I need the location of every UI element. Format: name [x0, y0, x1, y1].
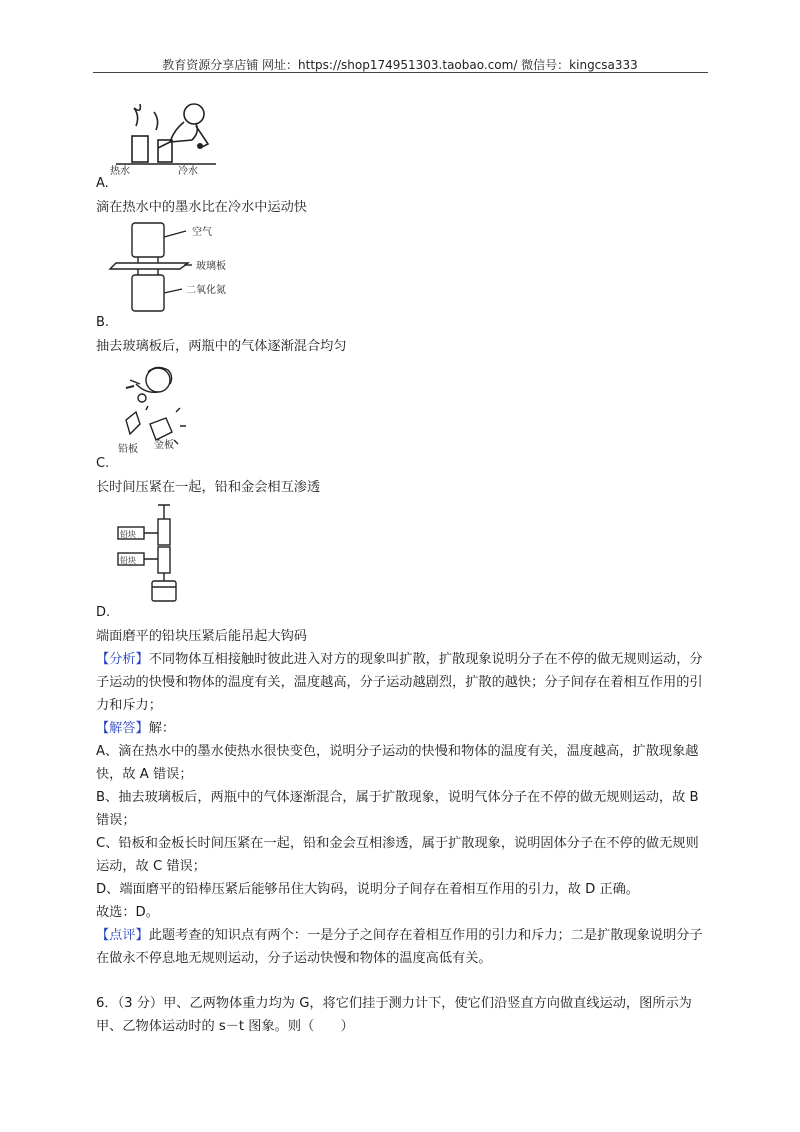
option-c-label: C. [96, 456, 110, 471]
figure-lead-blocks [96, 503, 196, 605]
solution-line-c: C、铅板和金板长时间压紧在一起，铅和金会互相渗透，属于扩散现象，说明固体分子在不停的做无规则运动，故 C 错误； [96, 836, 699, 874]
analysis-paragraph [96, 648, 708, 717]
question-6-stem: 6．（3 分）甲、乙两物体重力均为 G，将它们挂于测力计下，使它们沿竖直方向做直线运动，图所示为甲、乙物体运动时的 s－t 图象。则（ ） [96, 996, 692, 1034]
solution-line-a: A、滴在热水中的墨水使热水很快变色，说明分子运动的快慢和物体的温度有关，温度越高，扩散现象越快，故 A 错误； [96, 744, 699, 782]
option-d-caption: 端面磨平的铅块压紧后能吊起大钩码 [96, 629, 307, 644]
solution-intro: 解： [148, 721, 176, 736]
comment-text: 此题考查的知识点有两个：一是分子之间存在着相互作用的引力和斥力；二是扩散现象说明分子在做永不停息地无规则运动，分子运动快慢和物体的温度高低有关。 [96, 928, 703, 966]
option-a-caption: 滴在热水中的墨水比在冷水中运动快 [96, 200, 307, 215]
page-content [96, 96, 708, 1038]
option-c-caption: 长时间压紧在一起，铅和金会相互渗透 [96, 480, 321, 495]
header-divider [93, 72, 708, 73]
solution-tag: 【解答】 [96, 721, 149, 736]
comment-paragraph [96, 924, 708, 970]
fig-b-label-air: 空气 [192, 227, 212, 238]
option-b-caption: 抽去玻璃板后，两瓶中的气体逐渐混合均匀 [96, 339, 347, 354]
figure-lead-gold [96, 362, 216, 456]
fig-a-label-cold: 冷水 [178, 166, 198, 176]
fig-d-label-top: 铅块 [120, 530, 136, 539]
fig-c-label-lead: 铅板 [118, 444, 138, 455]
analysis-text: 不同物体互相接触时彼此进入对方的现象叫扩散，扩散现象说明分子在不停的做无规则运动，分子运动的快慢和物体的温度有关，温度越高，分子运动越剧烈，扩散的越快；分子间存在着相互作用的引力和斥力； [96, 652, 703, 713]
page-header: 教育资源分享店铺 网址：https://shop174951303.taobao.com/ 微信号：kingcsa333 [162, 58, 638, 72]
figure-gas-diffusion [96, 219, 256, 315]
solution-line-b: B、抽去玻璃板后，两瓶中的气体逐渐混合，属于扩散现象，说明气体分子在不停的做无规则运动，故 B 错误； [96, 790, 699, 828]
option-d-label: D. [96, 605, 111, 620]
fig-b-label-no2: 二氧化氮 [186, 285, 226, 296]
option-b-label: B. [96, 315, 110, 330]
fig-a-label-hot: 热水 [110, 166, 130, 176]
analysis-tag: 【分析】 [96, 652, 149, 667]
solution-heading [96, 717, 708, 740]
option-a-label: A. [96, 176, 109, 191]
fig-c-label-gold: 金板 [154, 440, 174, 451]
figure-ink-diffusion [96, 96, 226, 176]
fig-d-label-bottom: 铅块 [120, 556, 136, 565]
solution-line-d: D、端面磨平的铅棒压紧后能够吊住大钩码，说明分子间存在着相互作用的引力，故 D 正确。 [96, 882, 640, 897]
solution-answer: 故选：D。 [96, 905, 159, 920]
comment-tag: 【点评】 [96, 928, 149, 943]
fig-b-label-glass: 玻璃板 [196, 261, 226, 272]
